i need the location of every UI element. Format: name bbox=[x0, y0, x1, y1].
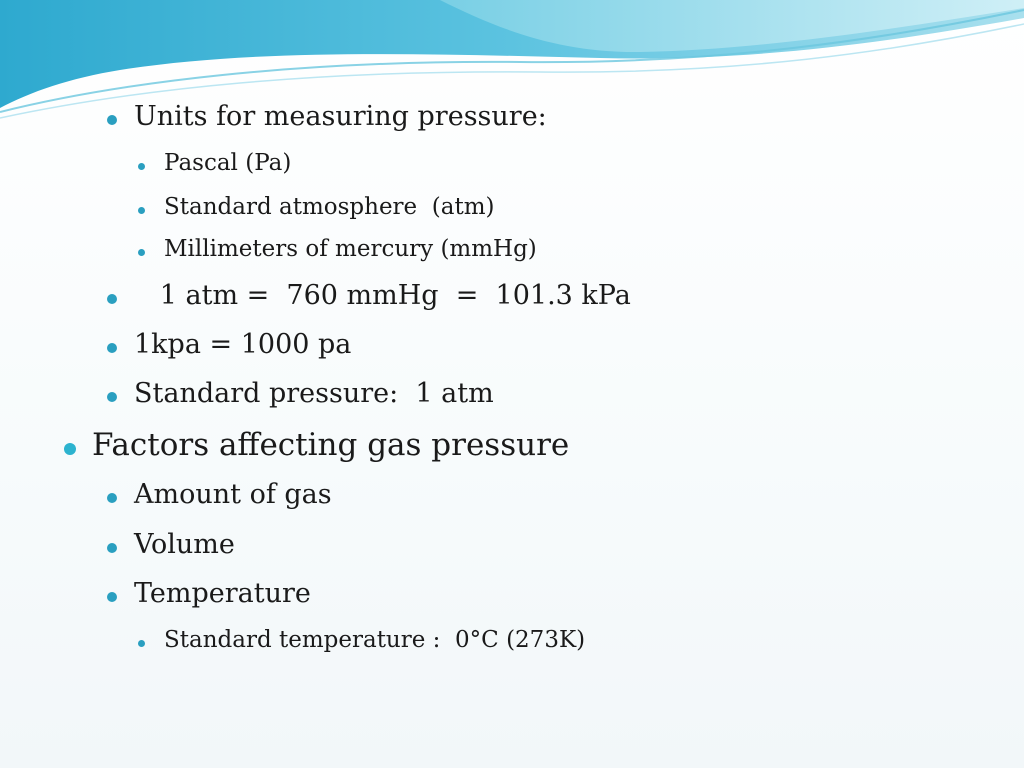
list-item-text: Standard atmosphere (atm) bbox=[164, 193, 495, 220]
list-item-text: Amount of gas bbox=[134, 479, 332, 511]
list-item-text: 1 atm = 760 mmHg = 101.3 kPa bbox=[134, 280, 631, 312]
list-item-text: Temperature bbox=[134, 578, 311, 610]
bullet-dot-icon bbox=[107, 343, 117, 353]
list-item-text: Units for measuring pressure: bbox=[134, 101, 547, 133]
bullet-dot-icon bbox=[107, 592, 117, 602]
bullet-dot-icon bbox=[138, 163, 145, 170]
list-item-text: Pascal (Pa) bbox=[164, 149, 292, 176]
list-item-text: Standard temperature : 0°C (273K) bbox=[164, 626, 586, 653]
bullet-dot-icon bbox=[107, 493, 117, 503]
list-item-text: 1kpa = 1000 pa bbox=[134, 329, 352, 361]
list-item-text: Volume bbox=[134, 529, 235, 561]
list-item-text: Factors affecting gas pressure bbox=[92, 426, 570, 463]
bullet-dot-icon bbox=[107, 115, 117, 125]
list-item-text: Millimeters of mercury (mmHg) bbox=[164, 235, 537, 262]
list-item-text: Standard pressure: 1 atm bbox=[134, 378, 494, 410]
bullet-dot-icon bbox=[138, 249, 145, 256]
bullet-dot-icon bbox=[107, 543, 117, 553]
bullet-dot-icon bbox=[107, 392, 117, 402]
bullet-dot-icon bbox=[138, 640, 145, 647]
bullet-dot-icon bbox=[64, 443, 76, 455]
bullet-dot-icon bbox=[138, 207, 145, 214]
bullet-dot-icon bbox=[107, 294, 117, 304]
